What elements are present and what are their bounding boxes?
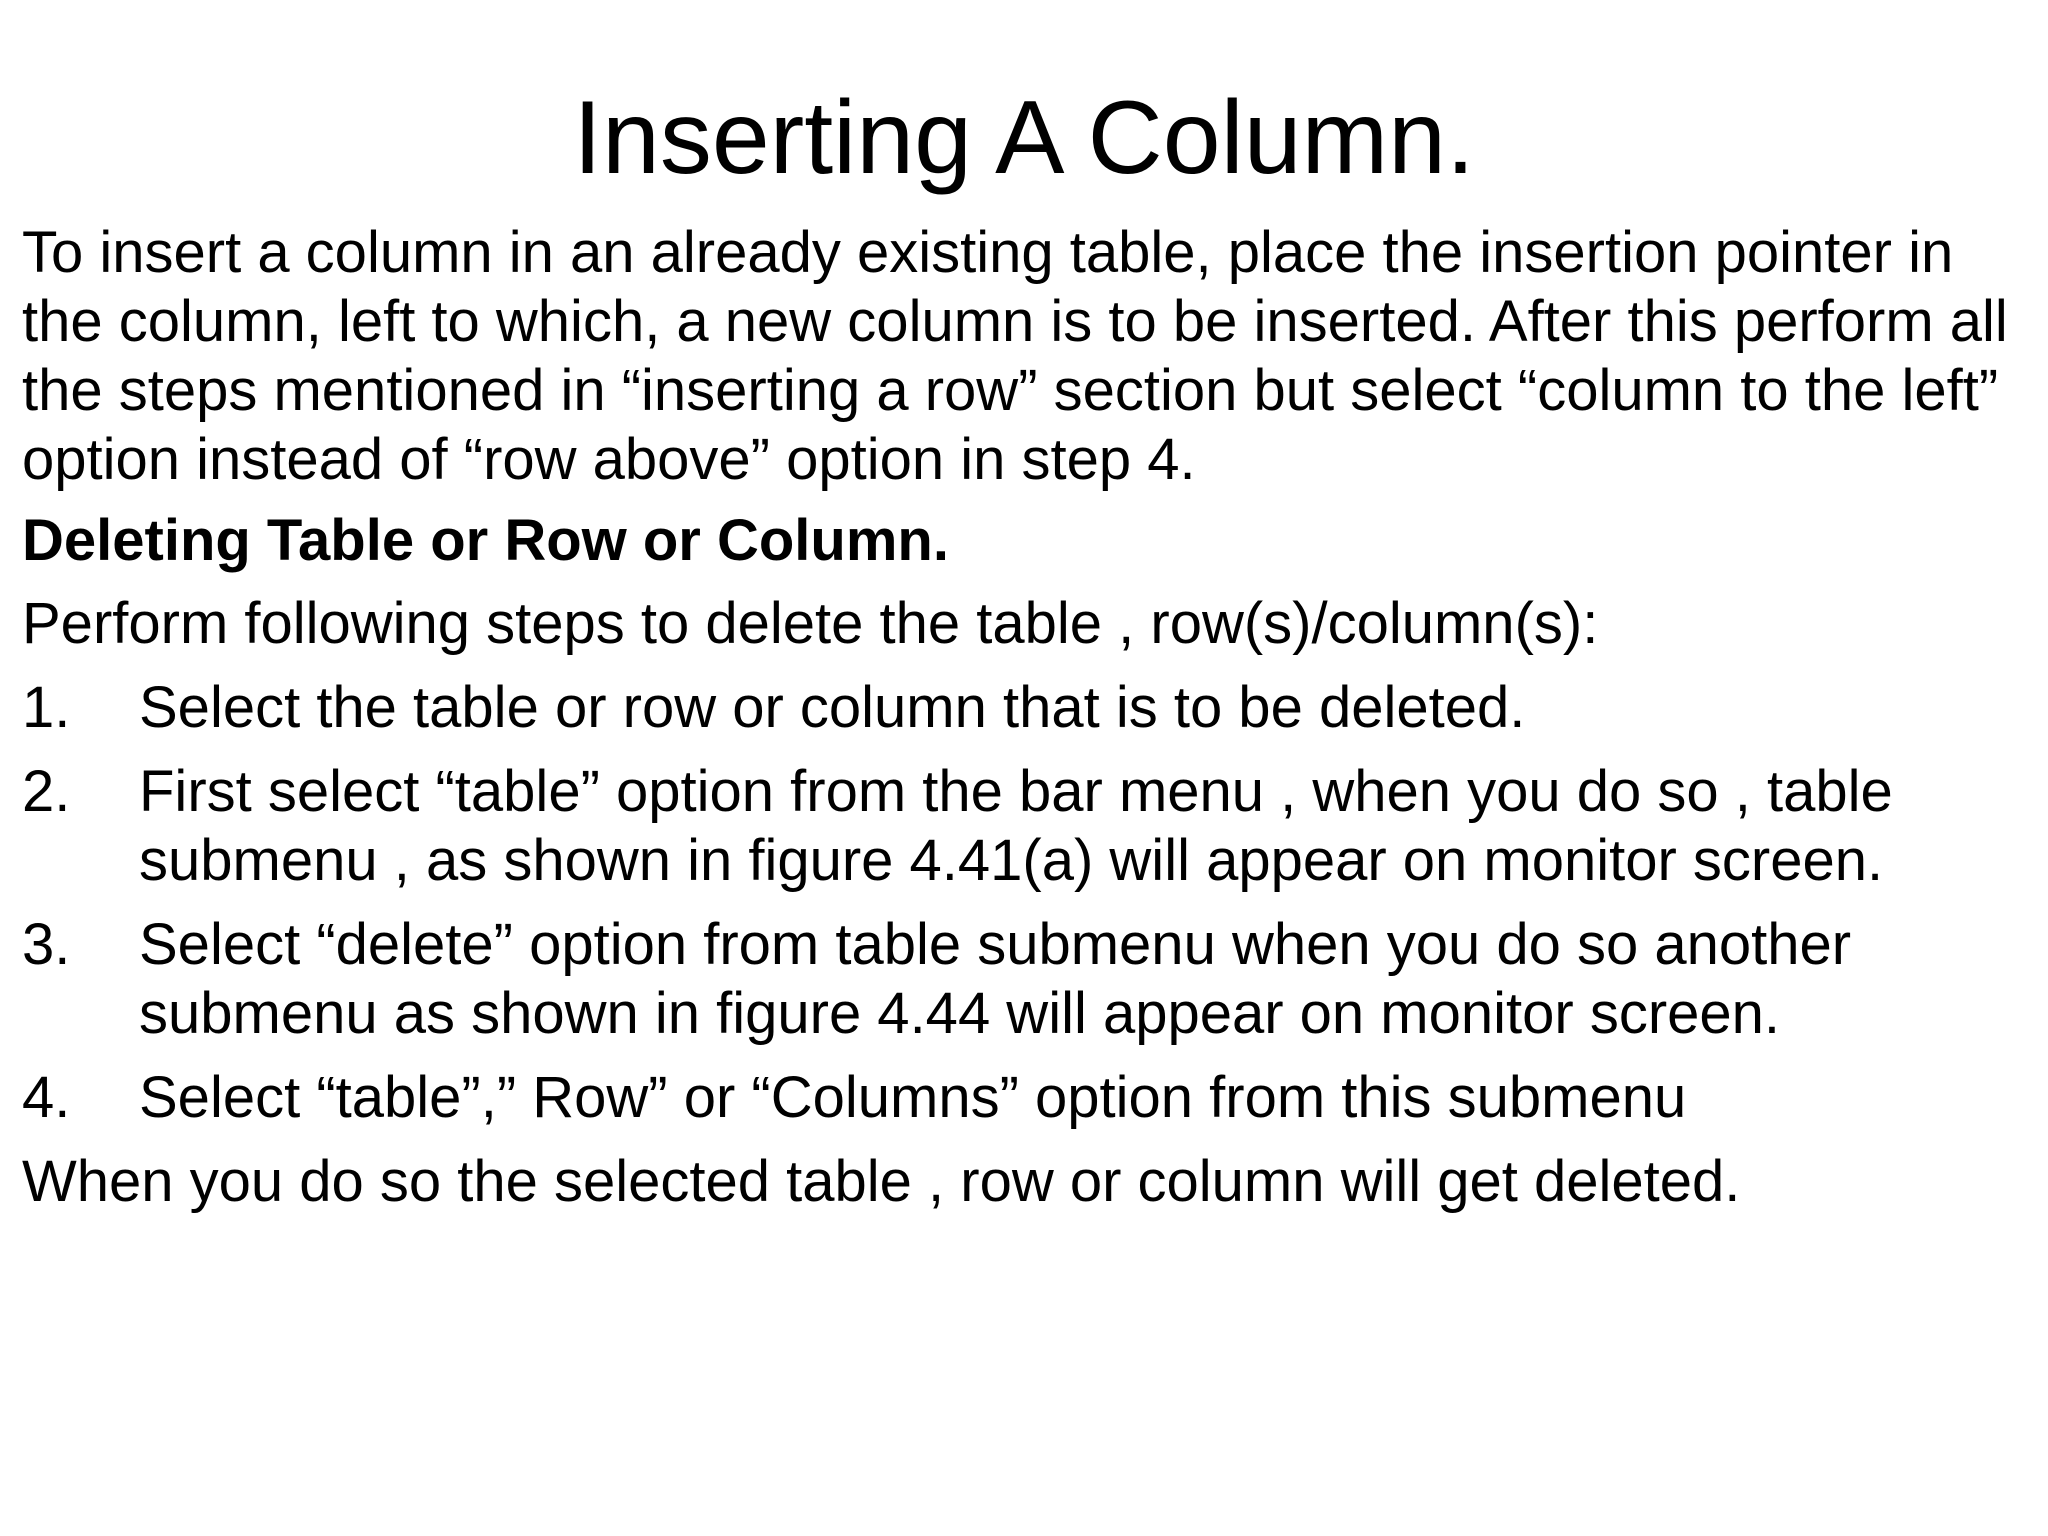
- list-item: [22, 673, 2032, 742]
- step-text: Select “table”,” Row” or “Columns” option from this submenu: [139, 1065, 1687, 1130]
- steps-lead-text: Perform following steps to delete the table , row(s)/column(s):: [22, 591, 1599, 656]
- list-item: [22, 757, 2032, 895]
- intro-paragraph: To insert a column in an already existing table, place the insertion pointer in the column, left to which, a new column is to be inserted. After this perform all the steps mentioned in “inserting a row” section but select “column to the left” option instead of “row above” option in step 4.: [22, 220, 2008, 492]
- slide-title: Inserting A Column.: [573, 80, 1475, 196]
- closing-paragraph: When you do so the selected table , row or column will get deleted.: [22, 1149, 1741, 1214]
- step-text: Select “delete” option from table submenu when you do so another submenu as shown in figure 4.44 will appear on monitor screen.: [139, 912, 1852, 1046]
- slide-body: [22, 218, 2032, 1216]
- step-number: 3.: [22, 912, 71, 977]
- list-item: [22, 1063, 2032, 1132]
- section-heading: Deleting Table or Row or Column.: [22, 508, 949, 573]
- step-text: Select the table or row or column that is to be deleted.: [139, 675, 1526, 740]
- step-text: First select “table” option from the bar menu , when you do so , table submenu , as shown in figure 4.41(a) will appear on monitor screen.: [139, 759, 1893, 893]
- step-number: 1.: [22, 675, 71, 740]
- steps-list: [22, 673, 2032, 1132]
- step-number: 4.: [22, 1065, 71, 1130]
- list-item: [22, 910, 2032, 1048]
- step-number: 2.: [22, 759, 71, 824]
